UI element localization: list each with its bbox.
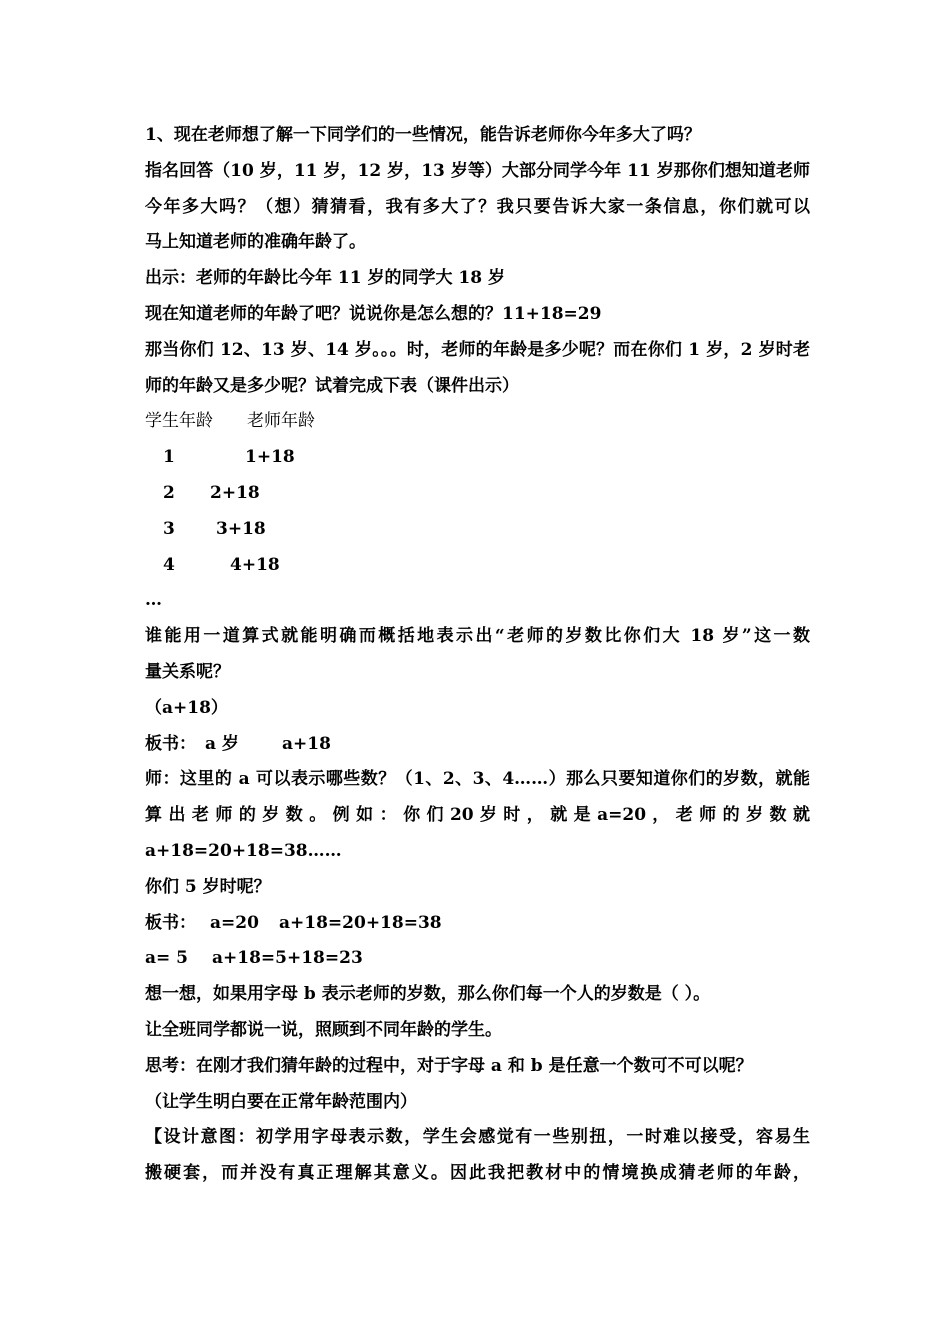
paragraph-line: 谁能用一道算式就能明确而概括地表示出“老师的岁数比你们大 18 岁”这一数 (145, 626, 810, 647)
paragraph-line: 让全班同学都说一说，照顾到不同年龄的学生。 (145, 1019, 502, 1040)
paragraph-line: 量关系呢？ (145, 661, 230, 682)
age-table-row (145, 512, 810, 548)
board-label: 板书： (145, 733, 196, 754)
board-writing-line (145, 727, 810, 763)
teacher-age-cell: 3+18 (216, 518, 266, 539)
table-ellipsis: … (145, 590, 162, 611)
paragraph-line: 搬硬套，而并没有真正理解其意义。因此我把教材中的情境换成猜老师的年龄， (145, 1163, 810, 1184)
student-age-cell: 4 (163, 554, 175, 575)
paragraph-line: 指名回答（10 岁，11 岁，12 岁，13 岁等）大部分同学今年 11 岁那你们想知道老师 (145, 160, 810, 181)
board-writing-line (145, 941, 810, 977)
teacher-age-cell: 1+18 (245, 447, 295, 468)
board-right-expression: a+18=20+18=38 (279, 912, 442, 933)
paragraph-line: （a+18） (145, 697, 228, 718)
paragraph-line: 马上知道老师的准确年龄了。 (145, 232, 366, 253)
board-writing-line (145, 906, 810, 942)
student-age-cell: 1 (163, 447, 175, 468)
paragraph-line: 出示：老师的年龄比今年 11 岁的同学大 18 岁 (145, 268, 505, 289)
paragraph-line: 算 出 老 师 的 岁 数 。 例 如 ： 你 们 20 岁 时 ， 就 是 a=20 ， 老 师 的 岁 数 就 (145, 805, 810, 826)
age-table-header (145, 404, 810, 440)
board-right-expression: a+18=5+18=23 (212, 948, 363, 969)
board-left-expression: a 岁 (205, 733, 239, 754)
paragraph-line: 思考：在刚才我们猜年龄的过程中，对于字母 a 和 b 是任意一个数可不可以呢？ (145, 1055, 753, 1076)
board-right-expression: a+18 (282, 733, 331, 754)
paragraph-line: （让学生明白要在正常年龄范围内） (145, 1091, 417, 1112)
age-table-row (145, 476, 810, 512)
paragraph-line: 1、现在老师想了解一下同学们的一些情况，能告诉老师你今年多大了吗？ (145, 125, 701, 145)
paragraph-line: 今年多大吗？（想）猜猜看，我有多大了？我只要告诉大家一条信息，你们就可以 (145, 196, 810, 217)
age-table-row (145, 440, 810, 476)
paragraph-line: 师：这里的 a 可以表示哪些数？（1、2、3、4……）那么只要知道你们的岁数，就能 (145, 769, 810, 790)
age-table-row (145, 548, 810, 584)
header-student-age: 学生年龄 (145, 411, 213, 432)
header-teacher-age: 老师年龄 (247, 411, 315, 432)
paragraph-line: 想一想，如果用字母 b 表示老师的岁数，那么你们每一个人的岁数是（ ）。 (145, 984, 711, 1005)
teacher-age-cell: 2+18 (210, 482, 260, 503)
paragraph-line: a+18=20+18=38…… (145, 840, 342, 861)
teacher-age-cell: 4+18 (230, 554, 280, 575)
board-left-expression: a= 5 (145, 948, 189, 969)
student-age-cell: 3 (163, 518, 175, 539)
paragraph-line: 那当你们 12、13 岁、14 岁。。。时，老师的年龄是多少呢？而在你们 1 岁，2 岁时老 (145, 339, 810, 360)
paragraph-line: 【设计意图：初学用字母表示数，学生会感觉有一些别扭，一时难以接受，容易生 (145, 1127, 810, 1148)
board-label: 板书： (145, 912, 196, 933)
paragraph-line: 你们 5 岁时呢？ (145, 876, 271, 897)
board-left-expression: a=20 (210, 912, 259, 933)
paragraph-line: 现在知道老师的年龄了吧？说说你是怎么想的？11+18=29 (145, 303, 602, 324)
document-body (145, 118, 810, 1192)
paragraph-line: 师的年龄又是多少呢？试着完成下表（课件出示） (145, 375, 519, 396)
student-age-cell: 2 (163, 482, 175, 503)
